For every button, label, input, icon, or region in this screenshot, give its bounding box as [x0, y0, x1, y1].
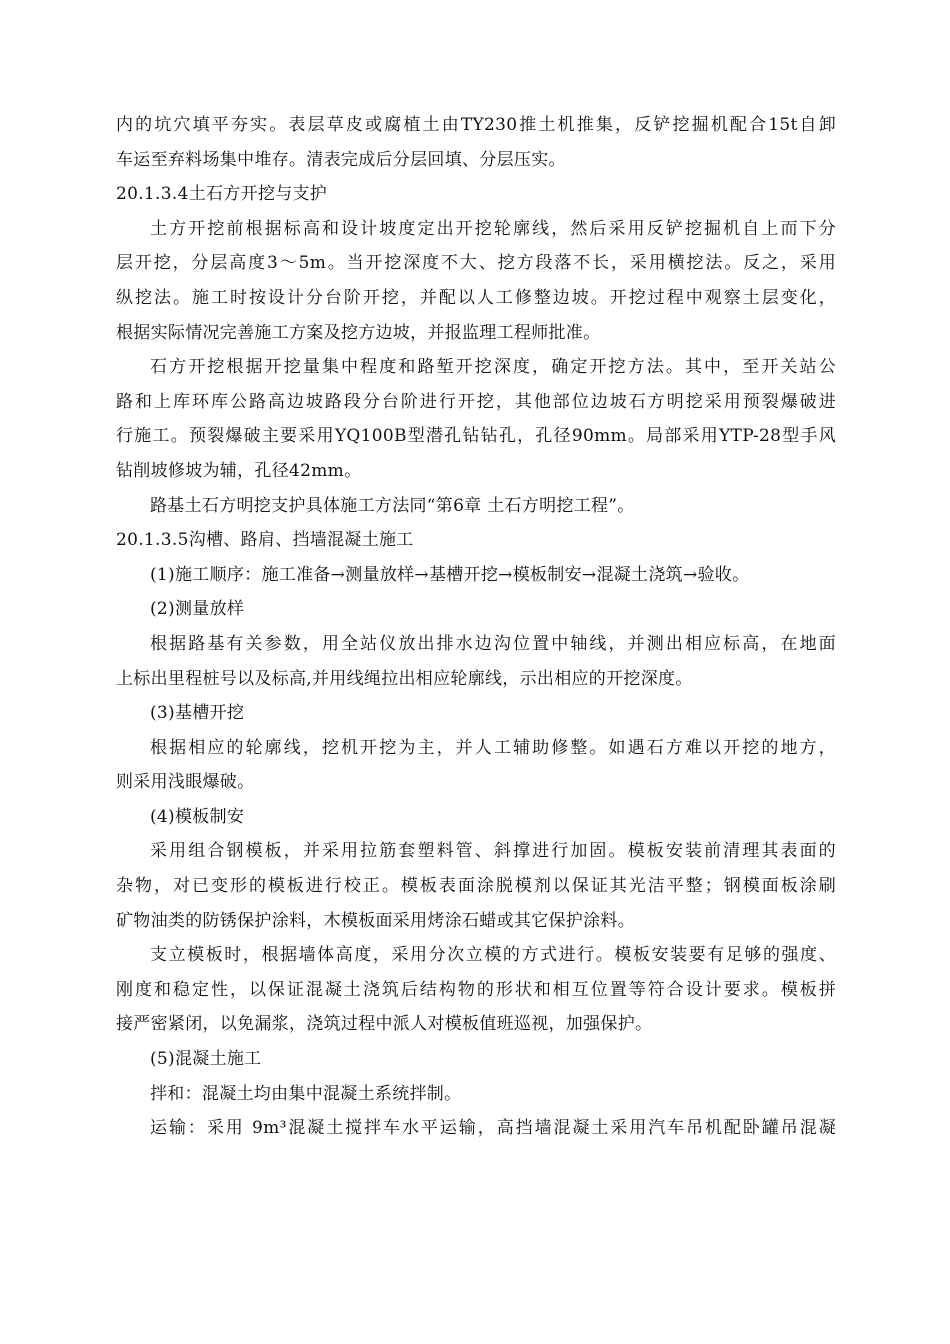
- text-line: 路和上库环库公路高边坡路段分台阶进行开挖，其他部位边坡石方明挖采用预裂爆破进: [116, 391, 836, 412]
- text-line: (1)施工顺序：施工准备→测量放样→基槽开挖→模板制安→混凝土浇筑→验收。: [150, 564, 750, 585]
- text-line: 采用组合钢模板，并采用拉筋套塑料管、斜撑进行加固。模板安装前清理其表面的: [150, 841, 836, 862]
- text-line: 石方开挖根据开挖量集中程度和路堑开挖深度，确定开挖方法。其中，至开关站公: [150, 357, 836, 378]
- subheading: (2)测量放样: [150, 599, 245, 620]
- text-line: 支立模板时，根据墙体高度，采用分次立模的方式进行。模板安装要有足够的强度、: [150, 945, 836, 966]
- text-line: 根据路基有关参数，用全站仪放出排水边沟位置中轴线，并测出相应标高，在地面: [150, 633, 836, 654]
- section-heading: 20.1.3.5沟槽、路肩、挡墙混凝土施工: [116, 530, 414, 551]
- text-line: 根据相应的轮廓线，挖机开挖为主，并人工辅助修整。如遇石方难以开挖的地方，: [150, 737, 836, 758]
- text-line: 内的坑穴填平夯实。表层草皮或腐植土由TY230推土机推集，反铲挖掘机配合15t自卸: [116, 115, 836, 135]
- text-line: 层开挖，分层高度3～5m。当开挖深度不大、挖方段落不长，采用横挖法。反之，采用: [116, 253, 836, 274]
- document-page: [116, 108, 836, 1146]
- subheading: (3)基槽开挖: [150, 703, 245, 724]
- text-line: 上标出里程桩号以及标高,并用线绳拉出相应轮廓线，示出相应的开挖深度。: [116, 668, 693, 689]
- text-line: 杂物，对已变形的模板进行校正。模板表面涂脱模剂以保证其光洁平整；钢模面板涂刷: [116, 876, 836, 897]
- text-line: 路基土石方明挖支护具体施工方法同“第6章 土石方明挖工程”。: [150, 495, 635, 516]
- text-line: 刚度和稳定性，以保证混凝土浇筑后结构物的形状和相互位置等符合设计要求。模板拼: [116, 979, 836, 1000]
- text-line: 车运至弃料场集中堆存。清表完成后分层回填、分层压实。: [116, 149, 566, 170]
- text-line: 钻削坡修坡为辅，孔径42mm。: [116, 460, 362, 481]
- text-line: 纵挖法。施工时按设计分台阶开挖，并配以人工修整边坡。开挖过程中观察土层变化，: [116, 287, 836, 308]
- subheading: (4)模板制安: [150, 806, 245, 827]
- text-line: 则采用浅眼爆破。: [116, 772, 255, 793]
- text-line: 接严密紧闭，以免漏浆，浇筑过程中派人对模板值班巡视，加强保护。: [116, 1014, 653, 1035]
- text-line: 行施工。预裂爆破主要采用YQ100B型潜孔钻钻孔，孔径90mm。局部采用YTP-28型手风: [116, 426, 836, 447]
- subheading: (5)混凝土施工: [150, 1049, 262, 1070]
- text-line: 拌和：混凝土均由集中混凝土系统拌制。: [150, 1083, 462, 1104]
- text-line: 土方开挖前根据标高和设计坡度定出开挖轮廓线，然后采用反铲挖掘机自上而下分: [150, 218, 836, 239]
- text-line: 矿物油类的防锈保护涂料，木模板面采用烤涂石蜡或其它保护涂料。: [116, 910, 635, 931]
- section-heading: 20.1.3.4土石方开挖与支护: [116, 184, 328, 205]
- text-line: 运输：采用 9m³混凝土搅拌车水平运输，高挡墙混凝土采用汽车吊机配卧罐吊混凝: [150, 1118, 836, 1139]
- text-line: 根据实际情况完善施工方案及挖方边坡，并报监理工程师批准。: [116, 322, 601, 343]
